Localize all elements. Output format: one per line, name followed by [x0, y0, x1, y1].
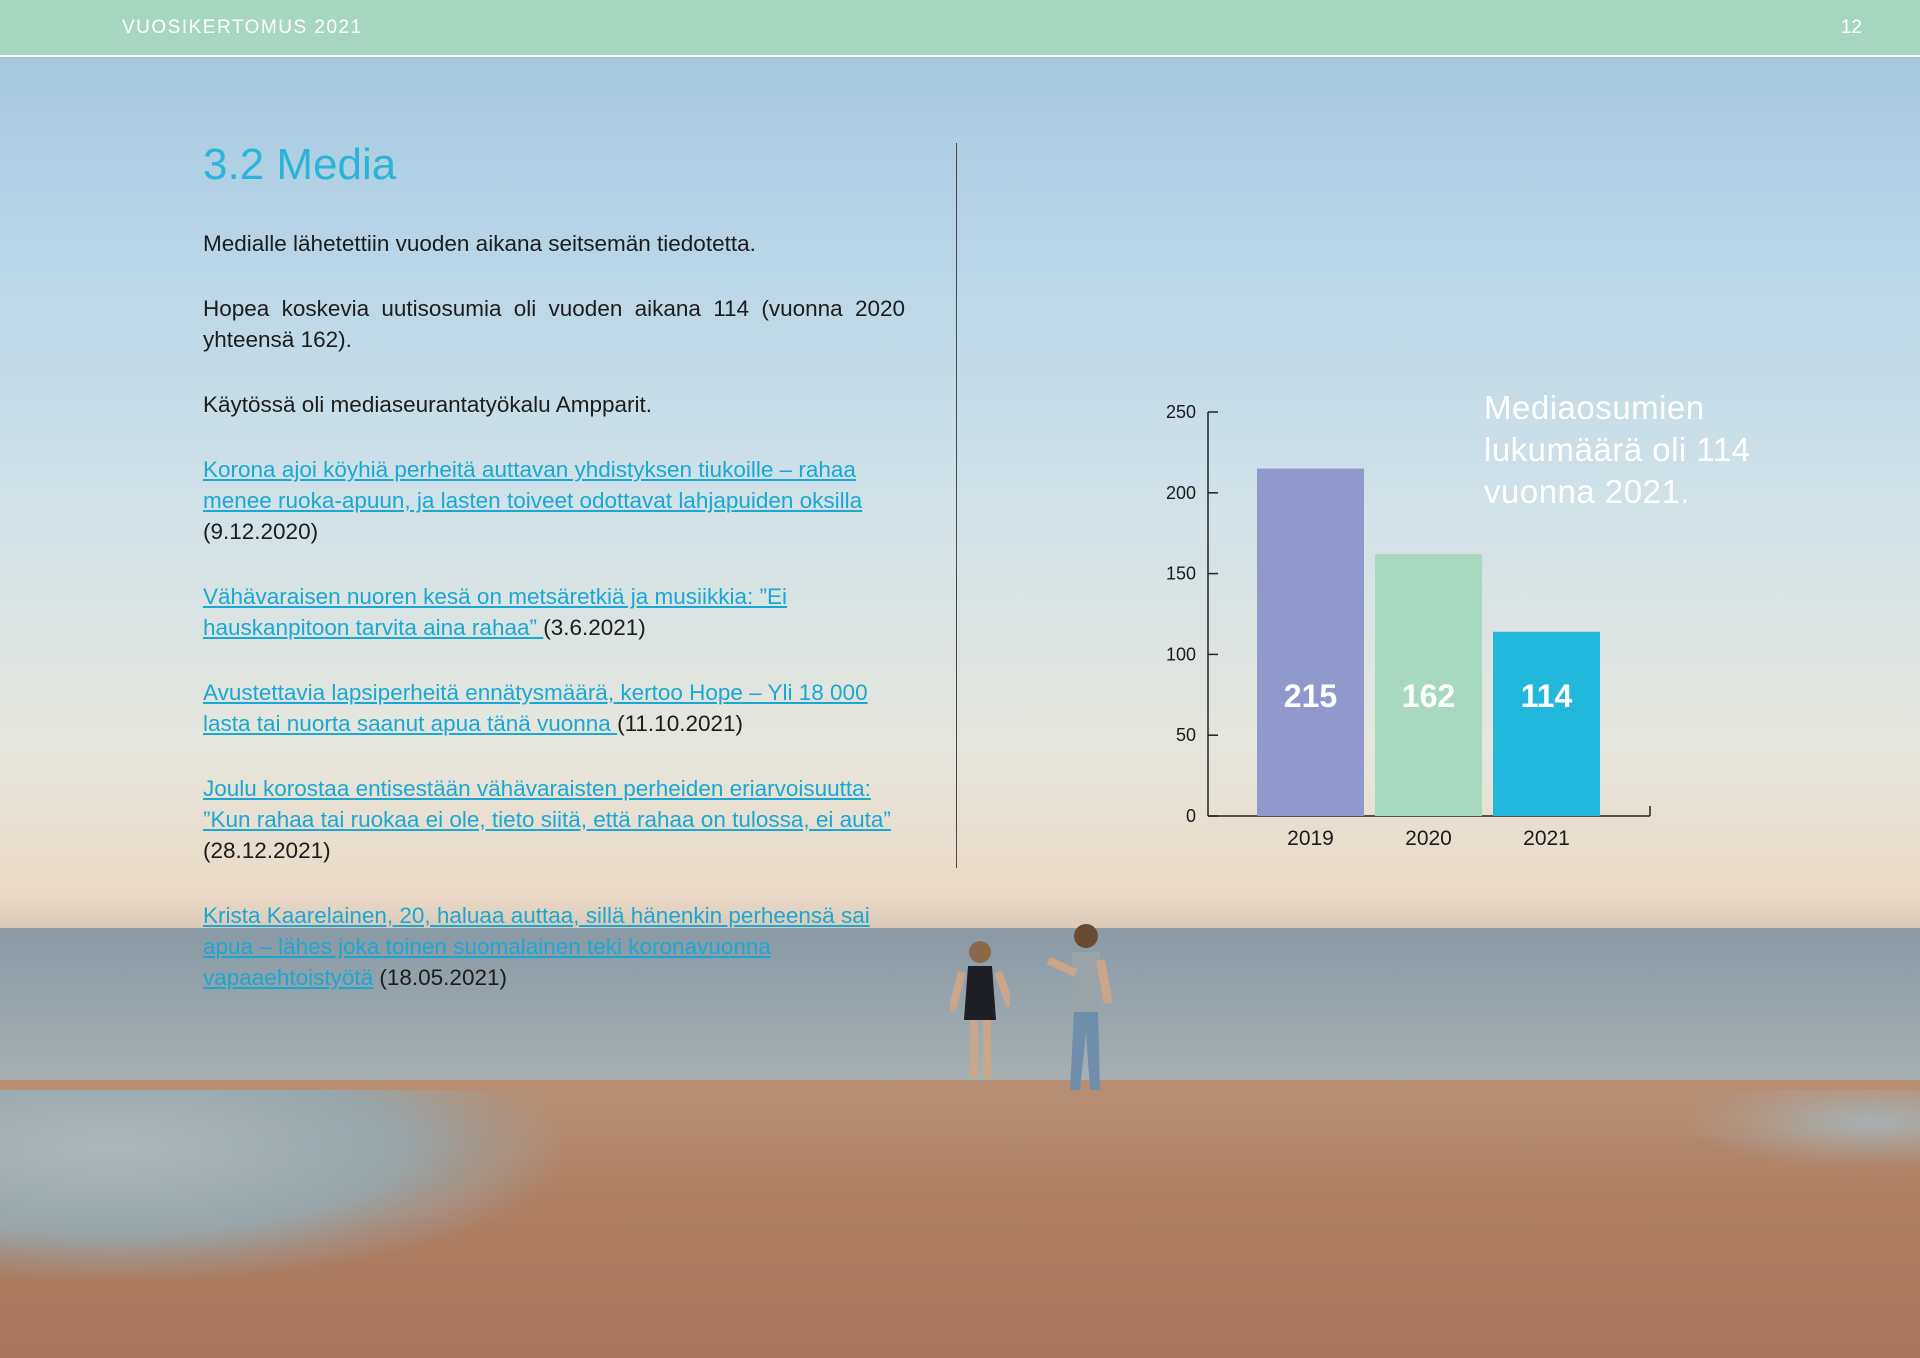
news-item — [203, 677, 905, 739]
header-bar — [0, 0, 1920, 57]
news-date: (3.6.2021) — [543, 615, 646, 640]
child-boy-figure — [1040, 920, 1120, 1100]
news-date: (28.12.2021) — [203, 838, 331, 863]
report-title: VUOSIKERTOMUS 2021 — [122, 17, 363, 38]
news-date: (9.12.2020) — [203, 519, 319, 544]
paragraph: Hopea koskevia uutisosumia oli vuoden aikana 114 (vuonna 2020 yhteensä 162). — [203, 296, 905, 352]
column-divider — [956, 143, 957, 868]
text-column — [203, 228, 905, 1027]
bar-2019 — [1257, 469, 1364, 816]
paragraph: Käytössä oli mediaseurantatyökalu Ampparit. — [203, 392, 652, 417]
y-tick-label: 150 — [1165, 563, 1196, 584]
wet-sand — [0, 1090, 560, 1280]
news-date: (18.05.2021) — [373, 965, 507, 990]
y-tick-label: 50 — [1175, 725, 1196, 746]
y-tick-label: 250 — [1165, 402, 1196, 422]
news-link[interactable]: Krista Kaarelainen, 20, haluaa auttaa, sillä hänenkin perheensä sai apua – lähes joka toinen suomalainen teki koronavuonna vapaaehtoistyötä — [203, 903, 870, 990]
bar-2021 — [1493, 632, 1600, 816]
y-tick-label: 0 — [1185, 806, 1196, 826]
paragraph: Medialle lähetettiin vuoden aikana seitsemän tiedotetta. — [203, 231, 756, 256]
y-tick-label: 100 — [1165, 644, 1196, 665]
x-tick-label: 2019 — [1287, 827, 1334, 850]
news-link[interactable]: Korona ajoi köyhiä perheitä auttavan yhdistyksen tiukoille – rahaa menee ruoka-apuun, ja lasten toiveet odottavat lahjapuiden oksilla — [203, 457, 863, 513]
news-item — [203, 773, 905, 866]
chart-caption: Mediaosumien lukumäärä oli 114 vuonna 2021. — [1484, 389, 1751, 510]
child-girl-figure — [950, 938, 1010, 1088]
bar-value-label: 215 — [1283, 678, 1338, 714]
news-item — [203, 581, 905, 643]
news-link[interactable]: Vähävaraisen nuoren kesä on metsäretkiä ja musiikkia: ”Ei hauskanpitoon tarvita aina rahaa” — [203, 584, 788, 640]
bar-value-label: 162 — [1401, 678, 1456, 714]
page-number: 12 — [1840, 17, 1862, 38]
x-tick-label: 2020 — [1405, 827, 1452, 850]
wet-sand-right — [1680, 1090, 1920, 1170]
news-link[interactable]: Avustettavia lapsiperheitä ennätysmäärä, kertoo Hope – Yli 18 000 lasta tai nuorta saanut apua tänä vuonna — [203, 680, 868, 736]
news-date: (11.10.2021) — [617, 711, 744, 736]
news-item — [203, 900, 905, 993]
x-tick-label: 2021 — [1523, 827, 1570, 850]
news-link[interactable]: Joulu korostaa entisestään vähävaraisten perheiden eriarvoisuutta: ”Kun rahaa tai ruokaa ei ole, tieto siitä, että rahaa on tulossa, ei auta” — [203, 776, 891, 832]
section-title: 3.2 Media — [203, 140, 397, 189]
bar-value-label: 114 — [1520, 678, 1573, 714]
y-tick-label: 200 — [1165, 482, 1196, 503]
news-item — [203, 454, 905, 547]
media-hits-bar-chart — [1140, 390, 1680, 870]
